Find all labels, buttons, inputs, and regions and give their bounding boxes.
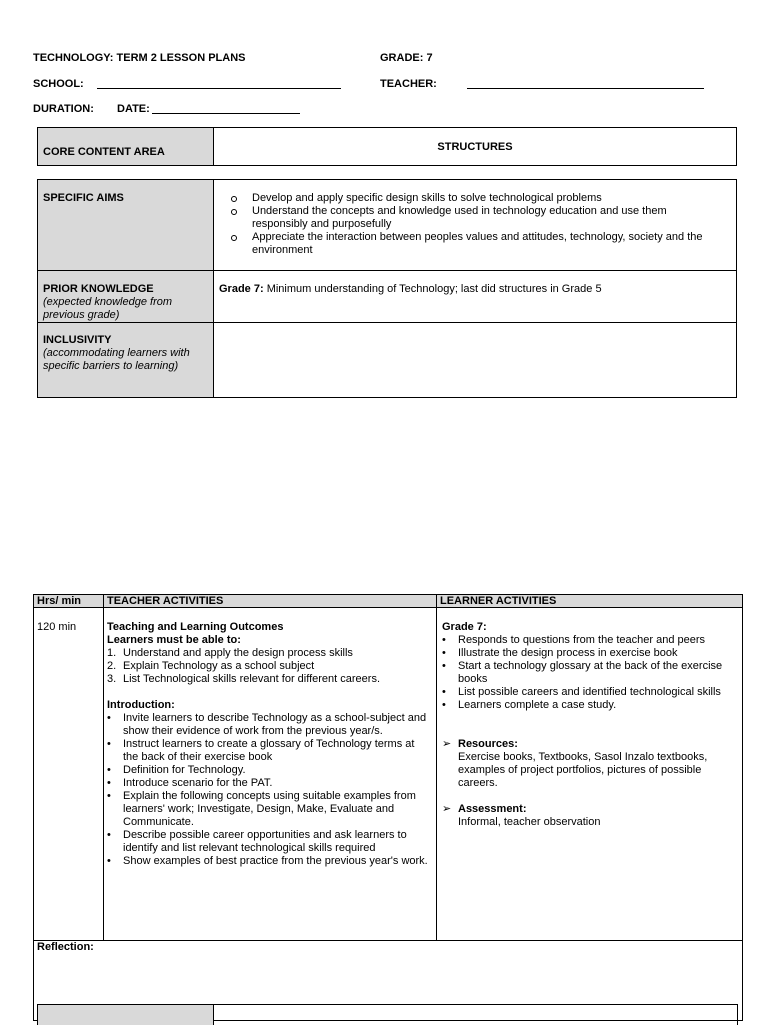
list-item: • Illustrate the design process in exercise book: [442, 647, 678, 659]
teacher-field[interactable]: [467, 88, 704, 89]
activities-table: [33, 594, 743, 1021]
core-content-label-cell: [38, 128, 214, 166]
next-table-edge: [37, 1004, 738, 1025]
assessment-text: Informal, teacher observation: [458, 816, 601, 828]
doc-title: TECHNOLOGY: TERM 2 LESSON PLANS: [33, 52, 246, 64]
date-label: DATE:: [117, 103, 150, 115]
col-header-teacher: TEACHER ACTIVITIES: [104, 595, 437, 608]
introduction-title: Introduction:: [107, 699, 175, 711]
list-item: • Invite learners to describe Technology as a school-subject and show their evidence of work from the previous year/s.: [107, 712, 427, 737]
core-content-value-cell: [214, 128, 737, 166]
introduction-list: [107, 712, 428, 868]
resources-heading: ➢ Resources:: [442, 738, 518, 750]
list-item: • Introduce scenario for the PAT.: [107, 777, 273, 789]
outcomes-list: [107, 647, 428, 686]
list-item: • Start a technology glossary at the back of the exercise books: [442, 660, 723, 685]
next-table-grey-cell: [38, 1005, 214, 1025]
prior-sublabel: (expected knowledge from previous grade): [43, 296, 173, 321]
reflection-label: Reflection:: [37, 941, 94, 953]
list-item: • Show examples of best practice from the previous year's work.: [107, 855, 428, 867]
prior-content-cell: [214, 271, 737, 323]
resources-text: Exercise books, Textbooks, Sasol Inzalo textbooks, examples of project portfolios, pictures of possible careers.: [458, 751, 708, 789]
core-content-value: STRUCTURES: [437, 141, 513, 153]
arrow-bullet-icon: ➢: [442, 803, 452, 815]
col-header-hrs: Hrs/ min: [34, 595, 104, 608]
inclusivity-content-cell[interactable]: [214, 323, 737, 398]
circle-bullet-icon: [231, 196, 237, 202]
list-item: • Responds to questions from the teacher and peers: [442, 634, 706, 646]
core-content-table: [37, 127, 737, 166]
inclusivity-sublabel: (accommodating learners with specific barriers to learning): [43, 347, 190, 372]
list-item: • Learners complete a case study.: [442, 699, 617, 711]
list-item: • Definition for Technology.: [107, 764, 246, 776]
aims-content-cell: [214, 180, 737, 271]
list-item: 2. Explain Technology as a school subject: [107, 660, 315, 672]
list-item: • List possible careers and identified technological skills: [442, 686, 721, 698]
duration-label: DURATION:: [33, 103, 94, 115]
aims-table: [37, 179, 737, 398]
inclusivity-label-cell: [38, 323, 214, 398]
school-label: SCHOOL:: [33, 78, 84, 90]
prior-text: Grade 7: Minimum understanding of Technology; last did structures in Grade 5: [219, 283, 602, 295]
list-item: 1. Understand and apply the design process skills: [107, 647, 353, 659]
teacher-label: TEACHER:: [380, 78, 437, 90]
arrow-bullet-icon: ➢: [442, 738, 452, 750]
aims-item: Appreciate the interaction between peoples values and attitudes, technology, society and the environment: [214, 231, 724, 257]
prior-label: PRIOR KNOWLEDGE: [43, 283, 154, 295]
learner-list: [442, 634, 734, 712]
teacher-activities-cell: [104, 608, 437, 941]
aims-item: Develop and apply specific design skills to solve technological problems: [214, 192, 724, 205]
outcomes-subtitle: Learners must be able to:: [107, 634, 241, 646]
aims-label: SPECIFIC AIMS: [43, 192, 124, 204]
inclusivity-label: INCLUSIVITY: [43, 334, 112, 346]
learner-activities-cell: [437, 608, 743, 941]
aims-label-cell: [38, 180, 214, 271]
date-field[interactable]: [152, 113, 300, 114]
learner-grade: Grade 7:: [442, 621, 487, 633]
list-item: • Explain the following concepts using suitable examples from learners' work; Investigate, Design, Make, Evaluate and Communicate.: [107, 790, 416, 828]
duration-cell: [34, 608, 104, 941]
duration-value: 120 min: [37, 621, 77, 633]
aims-item: Understand the concepts and knowledge used in technology education and use them responsibly and purposefully: [214, 205, 724, 231]
core-content-label: CORE CONTENT AREA: [43, 146, 165, 158]
list-item: 3. List Technological skills relevant for different careers.: [107, 673, 380, 685]
col-header-learner: LEARNER ACTIVITIES: [437, 595, 743, 608]
assessment-heading: ➢ Assessment:: [442, 803, 527, 815]
circle-bullet-icon: [231, 235, 237, 241]
school-field[interactable]: [97, 88, 341, 89]
prior-label-cell: [38, 271, 214, 323]
circle-bullet-icon: [231, 209, 237, 215]
list-item: • Instruct learners to create a glossary of Technology terms at the back of their exercise book: [107, 738, 415, 763]
grade-label: GRADE: 7: [380, 52, 433, 64]
outcomes-title: Teaching and Learning Outcomes: [107, 621, 284, 633]
list-item: • Describe possible career opportunities and ask learners to identify and list relevant technological skills required: [107, 829, 407, 854]
